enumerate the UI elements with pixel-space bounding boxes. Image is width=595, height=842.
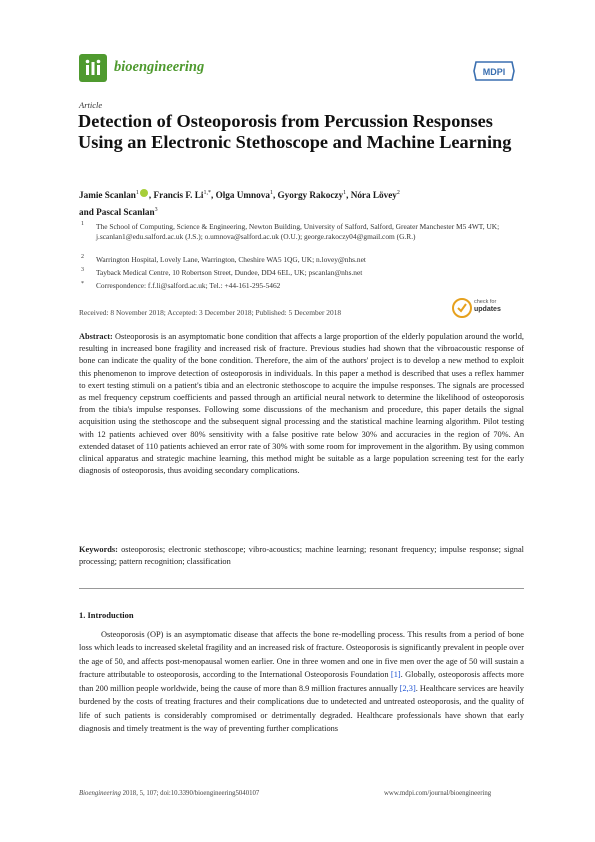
svg-text:MDPI: MDPI (482, 67, 506, 77)
affiliation-mark: 3 (81, 267, 84, 273)
author-affiliation-mark: 1 (135, 190, 139, 196)
divider (79, 588, 524, 589)
author-affiliation-mark: 1 (343, 190, 347, 196)
author-name[interactable]: Francis F. Li (153, 190, 204, 201)
author-affiliation-mark: 1 (269, 190, 273, 196)
abstract-label: Abstract: (79, 332, 113, 341)
keywords (79, 544, 524, 569)
citation-link[interactable]: [2,3] (399, 683, 416, 693)
abstract-text: Osteoporosis is an asymptomatic bone condition that affects a large proportion of the elderly population around the world, resulting in increased bone fragility and increased risk of fracture. Previous studies had shown that the vibroacoustic response of bone can indicate the quality of the bone condition. Therefore, the aim of the authors' project is to develop a new method to exploit this phenomenon to improve detection of osteoporosis in individuals. In this paper a method is described that uses a reflex hammer to exert testing stimuli on a patient's tibia and an electronic stethoscope to acquire the impulse responses. The signals are processed as mel frequency cepstrum coefficients and passed through an artificial neural network to determine the likelihood of osteoporosis from the tibia's impulse responses. Following some discussions of the mechanism and procedure, this paper details the signal acquisition using the stethoscope and the subsequent signal processing and the statistical machine learning algorithm. Pilot testing with 12 patients achieved over 80% sensitivity with a false positive rate below 30% and accuracies in the region of 70%. An extended dataset of 110 patients achieved an error rate of 30% with some room for improvement in the algorithm. By using common clinical apparatus and strategic machine learning, this method might be suitable as a large population screening test for the early diagnosis of osteoporosis, thus avoiding secondary complications. (79, 332, 524, 476)
keywords-label: Keywords: (79, 545, 118, 554)
body-text: Osteoporosis (OP) is an asymptomatic disease that affects the bone re-modelling process. This results from a period of bone loss which leads to increased skeletal fragility and an increased risk of fracture. Osteoporosis is significantly prevalent in people over the age of 50, and affects post-menopausal women earlier. One in three women and one in five men over the age of 50 will sustain a fracture attributable to osteoporosis, according to the International Osteoporosis Foundation (79, 630, 524, 680)
footer-journal: Bioengineering (79, 790, 121, 797)
author-affiliation-mark: 3 (154, 206, 158, 213)
citation-link[interactable]: [1] (390, 670, 401, 680)
correspondence-text: Correspondence: f.f.li@salford.ac.uk; Tel.: +44-161-295-5462 (96, 281, 281, 290)
author-list: Jamie Scanlan$^1$ , Francis F. $Li^{1,*}$, Olga Umnova$^1$, Gyorgy Rakoczy$^1$, Nóra Lövey$^2$ and Pascal Scanlan$^3$ (79, 190, 400, 217)
affiliation-mark: 2 (81, 254, 84, 260)
orcid-icon[interactable] (140, 189, 148, 197)
section-heading: 1. Introduction (79, 610, 134, 620)
affiliation-text: Tayback Medical Centre, 10 Robertson Street, Dundee, DD4 6EL, UK; pscanlan@nhs.net (96, 268, 363, 277)
journal-name[interactable]: bioengineering (114, 59, 205, 75)
affiliation-mark: * (81, 281, 84, 287)
author-affiliation-mark: 2 (396, 190, 400, 196)
check-for-updates-label: updates (474, 306, 501, 313)
body-paragraph (79, 628, 524, 736)
footer-citation (79, 790, 259, 797)
check-for-updates-label: check for (474, 299, 497, 305)
author-name[interactable]: Jamie Scanlan (79, 190, 136, 201)
author-name[interactable]: Pascal Scanlan (96, 206, 155, 217)
abstract (79, 331, 524, 477)
footer-url[interactable]: www.mdpi.com/journal/bioengineering (384, 790, 492, 797)
footer-doi[interactable]: 2018, 5, 107; doi:10.3390/bioengineering5040107 (120, 790, 260, 797)
mdpi-logo[interactable] (472, 60, 516, 82)
journal-logo (79, 54, 107, 82)
publication-dates: Received: 8 November 2018; Accepted: 3 December 2018; Published: 5 December 2018 (79, 308, 342, 317)
affiliation-mark: 1 (81, 221, 84, 227)
body-text: . Globally, osteoporosis affects more than 200 million people worldwide, being the cause of more than 8.9 million fractures annually (79, 670, 524, 693)
affiliation-text: Warrington Hospital, Lovely Lane, Warrington, Cheshire WA5 1QG, UK; n.lovey@nhs.net (96, 255, 366, 264)
author-affiliation-mark: 1,* (203, 190, 211, 196)
author-name[interactable]: Gyorgy Rakoczy (277, 190, 344, 201)
article-title: Detection of Osteoporosis from Percussion Responses Using an Electronic Stethoscope and Machine Learning (78, 111, 512, 152)
affiliation-text: The School of Computing, Science & Engineering, Newton Building, University of Salford, Salford, Greater Manchester M5 4WT, UK; j.scanlan1@edu.salford.ac.uk (J.S.); o.umnova@salford.ac.uk (O.U.); george.rakoczy04@gmail.com (G.R.) (96, 222, 500, 241)
keywords-text: osteoporosis; electronic stethoscope; vibro-acoustics; machine learning; resonant frequency; impulse response; signal processing; pattern recognition; classification (79, 545, 524, 567)
article-type: Article (79, 100, 103, 110)
author-name[interactable]: Olga Umnova (215, 190, 270, 201)
body-text: . Healthcare services are heavily burdened by the costs of treating fractures and their complications due to undetected and untreated osteoporosis, and the quality of life of such patients is considerably compromised or detrimentally degraded. Healthcare professionals have shown that early diagnosis and timely treatment is the way of preventing further complications (79, 683, 524, 734)
author-name[interactable]: Nóra Lövey (350, 190, 397, 201)
